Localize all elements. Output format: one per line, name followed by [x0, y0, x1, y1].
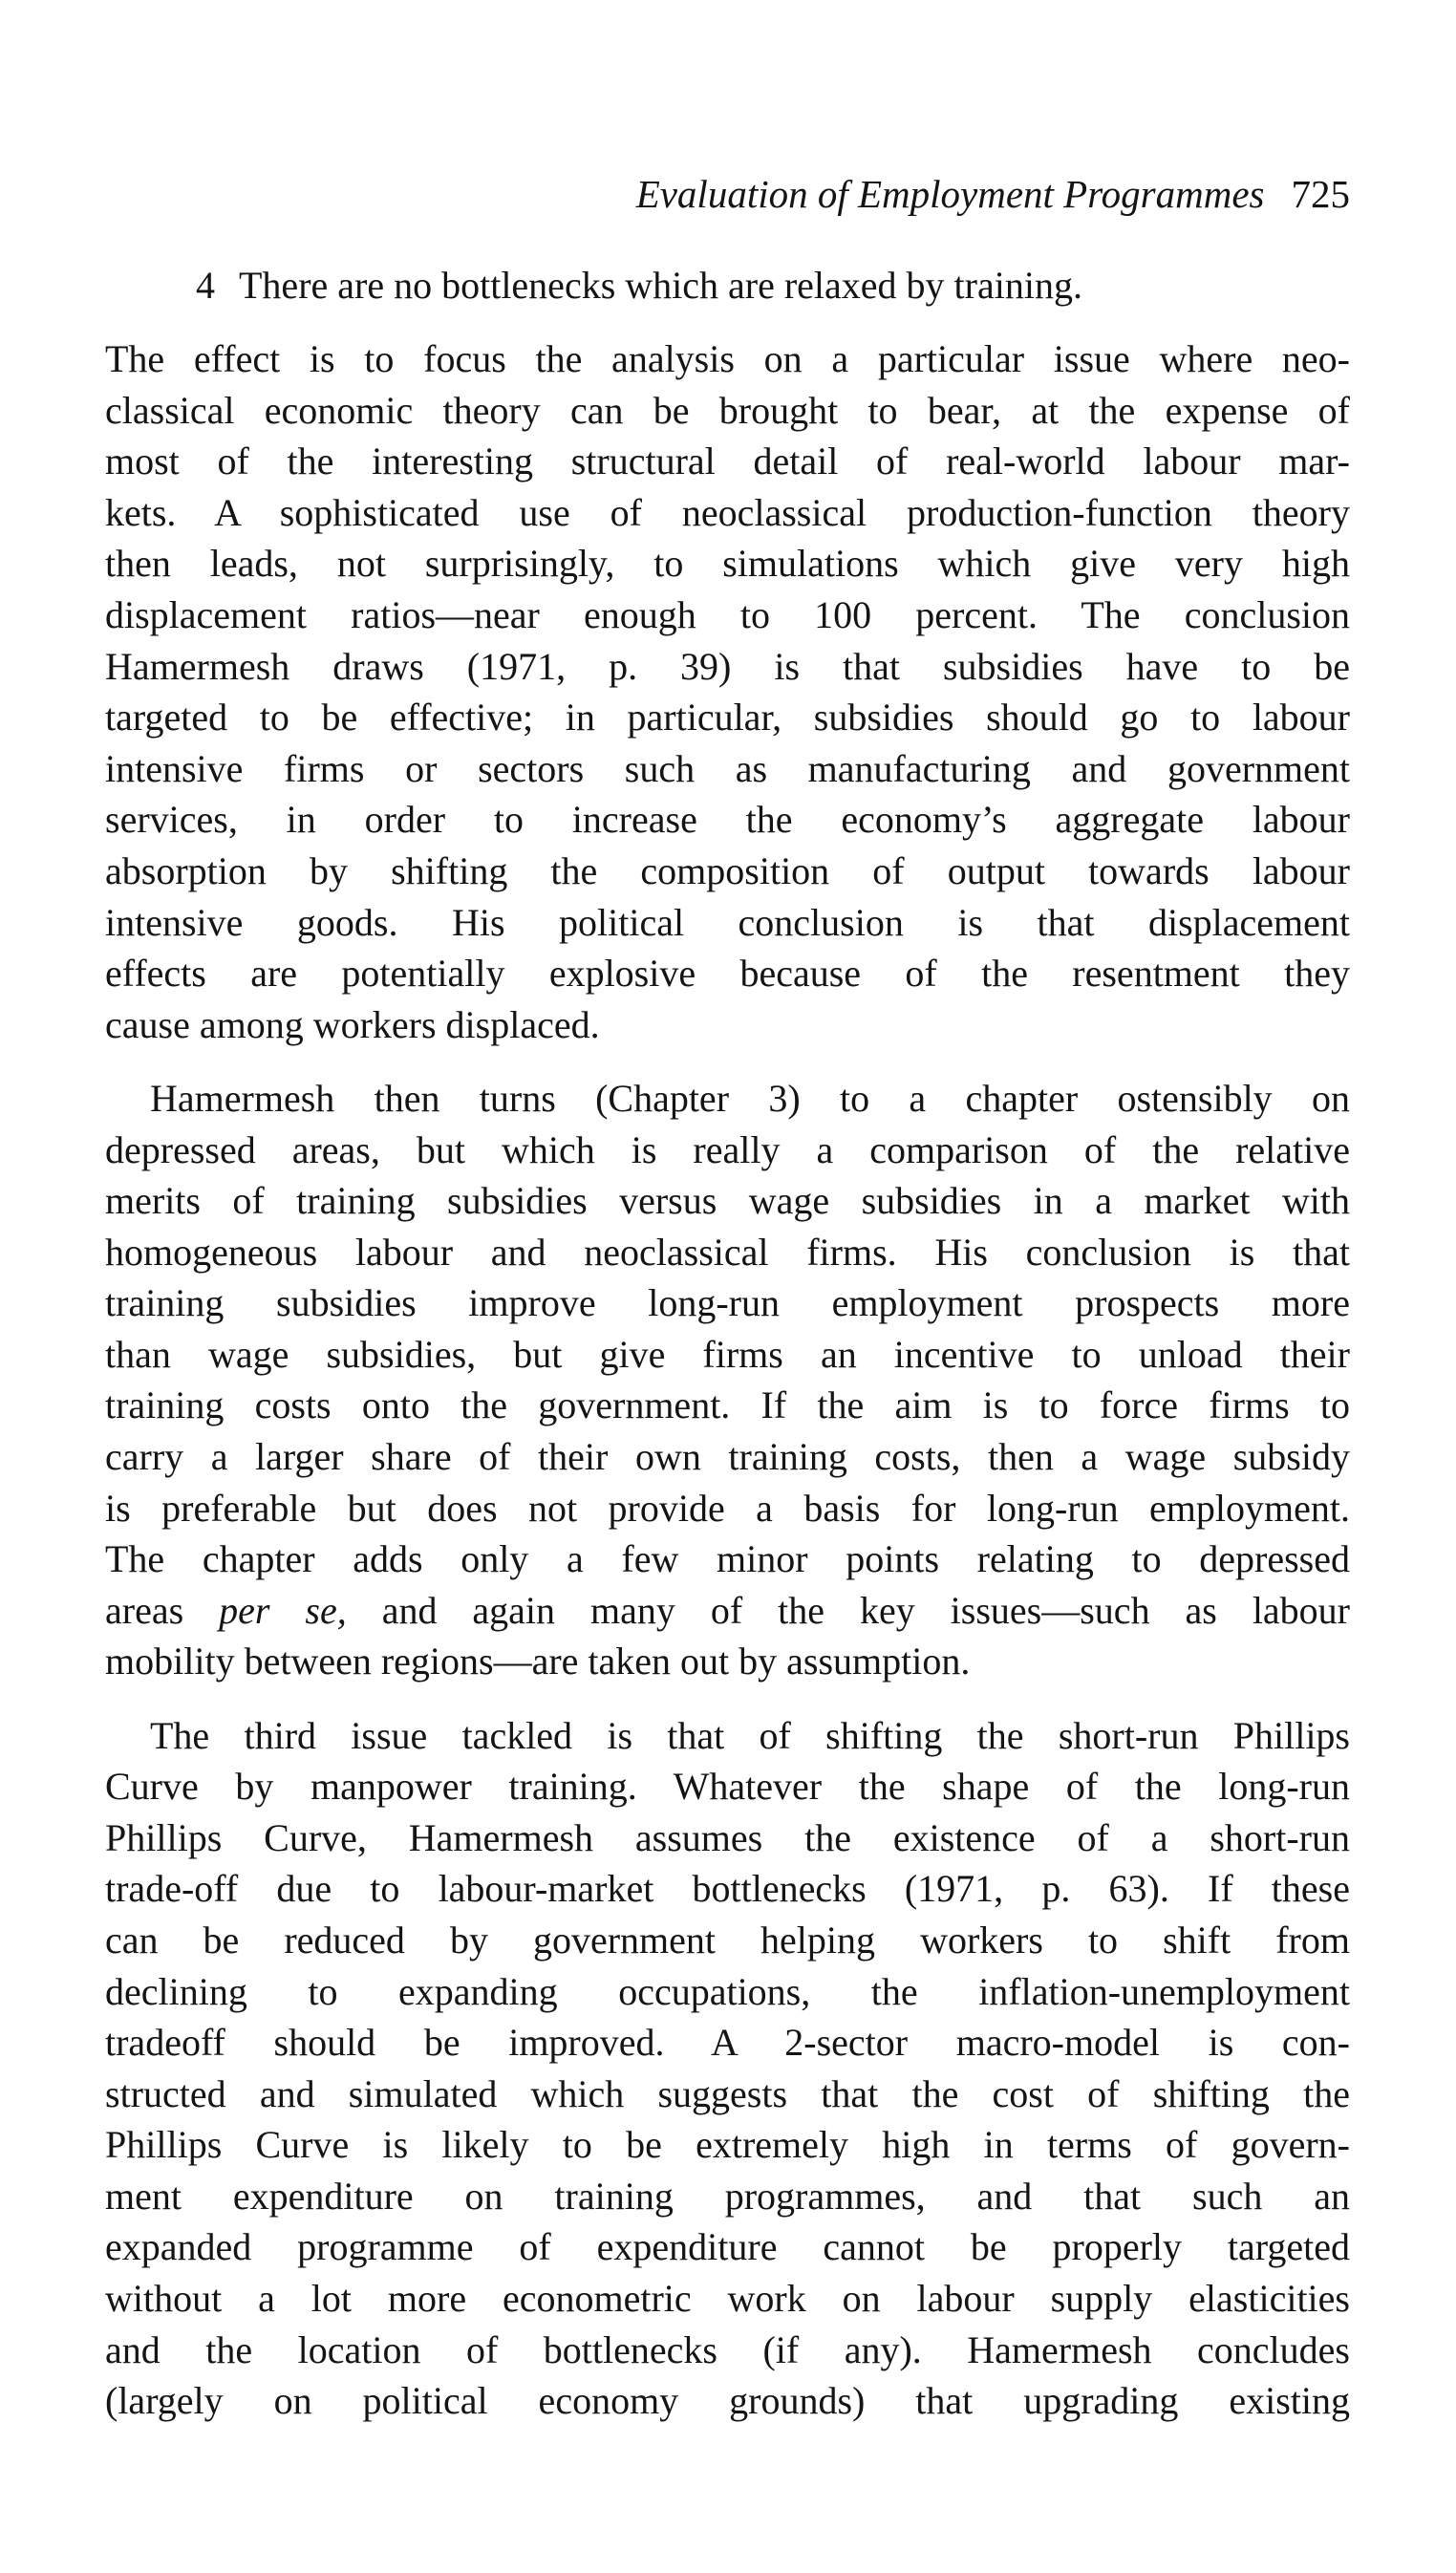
text-line: can be reduced by government helping workers to shift from: [105, 1918, 1350, 1962]
text-line: declining to expanding occupations, the inflation-unemployment: [105, 1969, 1350, 2013]
text-line: expanded programme of expenditure cannot be properly targeted: [105, 2225, 1350, 2269]
paragraph: [105, 1073, 1350, 1687]
text-line: Curve by manpower training. Whatever the shape of the long-run: [105, 1765, 1350, 1809]
text-line: intensive firms or sectors such as manufacturing and government: [105, 746, 1350, 790]
text-line: [105, 1585, 1350, 1637]
text-line: mobility between regions—are taken out by assumption.: [105, 1640, 971, 1683]
body-text: [105, 260, 1350, 2427]
text-line: classical economic theory can be brought to bear, at the expense of: [105, 388, 1350, 432]
text-line: targeted to be effective; in particular, subsidies should go to labour: [105, 696, 1350, 740]
text-segment: areas: [105, 1588, 220, 1632]
running-head: [636, 168, 1350, 220]
text-line: trade-off due to labour-market bottlenecks (1971, p. 63). If these: [105, 1867, 1350, 1911]
list-item: [105, 260, 1350, 311]
text-line: Phillips Curve, Hamermesh assumes the existence of a short-run: [105, 1815, 1350, 1859]
text-line: displacement ratios—near enough to 100 percent. The conclusion: [105, 593, 1350, 637]
list-item-number: 4: [196, 264, 215, 307]
text-line: Hamermesh then turns (Chapter 3) to a chapter ostensibly on: [150, 1076, 1350, 1120]
text-line: effects are potentially explosive because of the resentment they: [105, 952, 1350, 996]
text-segment: and again many of the key issues—such as labour: [346, 1588, 1351, 1632]
text-line: training costs onto the government. If the aim is to force firms to: [105, 1383, 1350, 1427]
page-number: 725: [1291, 172, 1350, 216]
text-line: structed and simulated which suggests that the cost of shifting the: [105, 2071, 1350, 2115]
text-line: homogeneous labour and neoclassical firms. His conclusion is that: [105, 1230, 1350, 1274]
text-line: The chapter adds only a few minor points relating to depressed: [105, 1537, 1350, 1581]
text-line: (largely on political economy grounds) that upgrading existing: [105, 2379, 1350, 2423]
text-line: services, in order to increase the economy’s aggregate labour: [105, 798, 1350, 842]
text-line: most of the interesting structural detail of real-world labour mar-: [105, 440, 1350, 483]
text-line: Phillips Curve is likely to be extremely high in terms of govern-: [105, 2123, 1350, 2167]
paragraph: [105, 333, 1350, 1050]
text-line: tradeoff should be improved. A 2-sector macro-model is con-: [105, 2021, 1350, 2065]
text-line: than wage subsidies, but give firms an incentive to unload their: [105, 1332, 1350, 1376]
text-line: training subsidies improve long-run employment prospects more: [105, 1281, 1350, 1325]
italic-phrase: per se,: [219, 1588, 347, 1632]
text-line: Hamermesh draws (1971, p. 39) is that subsidies have to be: [105, 644, 1350, 688]
text-line: without a lot more econometric work on labour supply elasticities: [105, 2277, 1350, 2321]
text-line: carry a larger share of their own training costs, then a wage subsidy: [105, 1435, 1350, 1479]
text-line: The effect is to focus the analysis on a particular issue where neo-: [105, 337, 1350, 381]
text-line: then leads, not surprisingly, to simulations which give very high: [105, 542, 1350, 586]
text-line: and the location of bottlenecks (if any). Hamermesh concludes: [105, 2327, 1350, 2371]
text-line: intensive goods. His political conclusion is that displacement: [105, 900, 1350, 944]
text-line: ment expenditure on training programmes, and that such an: [105, 2174, 1350, 2218]
text-line: depressed areas, but which is really a comparison of the relative: [105, 1127, 1350, 1171]
text-line: cause among workers displaced.: [105, 1002, 600, 1046]
text-line: The third issue tackled is that of shifting the short-run Phillips: [150, 1713, 1350, 1757]
list-item-text: There are no bottlenecks which are relaxed by training.: [239, 264, 1082, 307]
text-line: kets. A sophisticated use of neoclassical production-function theory: [105, 490, 1350, 534]
text-line: merits of training subsidies versus wage subsidies in a market with: [105, 1179, 1350, 1223]
paragraph: [105, 1710, 1350, 2427]
running-head-title: Evaluation of Employment Programmes: [635, 172, 1265, 216]
text-line: absorption by shifting the composition of output towards labour: [105, 849, 1350, 893]
text-line: is preferable but does not provide a basis for long-run employment.: [105, 1486, 1350, 1530]
